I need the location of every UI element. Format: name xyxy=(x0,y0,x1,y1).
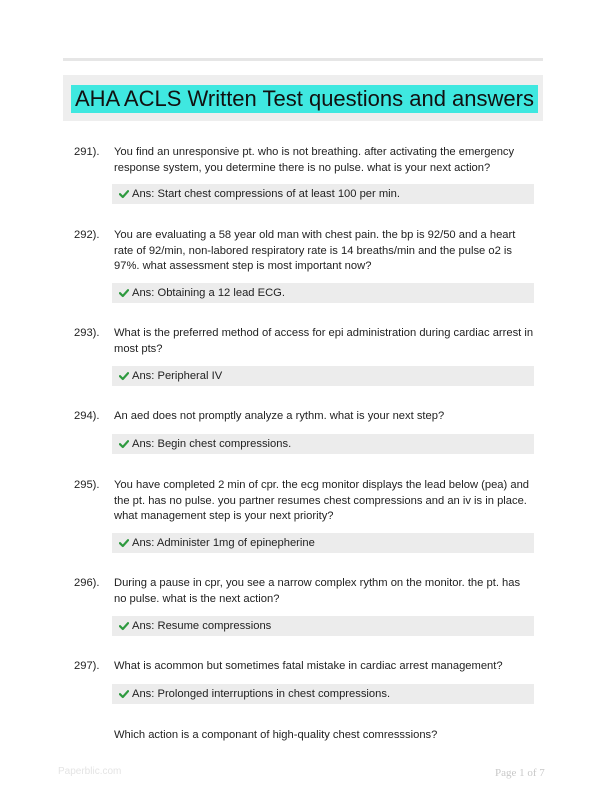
check-icon xyxy=(119,538,129,548)
question-number: 295). xyxy=(74,479,100,491)
answer-box xyxy=(112,366,534,386)
answer-text: Ans: Peripheral IV xyxy=(132,370,223,382)
page-title: AHA ACLS Written Test questions and answers xyxy=(71,85,538,113)
check-icon xyxy=(119,439,129,449)
answer-text: Ans: Prolonged interruptions in chest compressions. xyxy=(132,688,391,700)
answer-text: Ans: Administer 1mg of epinepherine xyxy=(132,537,315,549)
question-text: You find an unresponsive pt. who is not breathing. after activating the emergency response system, you determine there is no pulse. what is your next action? xyxy=(114,146,515,174)
top-divider xyxy=(63,58,543,61)
answer-text: Ans: Obtaining a 12 lead ECG. xyxy=(132,287,285,299)
answer-box xyxy=(112,184,534,204)
question-text: During a pause in cpr, you see a narrow complex rythm on the monitor. the pt. has no pulse. what is the next action? xyxy=(114,577,521,605)
check-icon xyxy=(119,621,129,631)
answer-box xyxy=(112,684,534,704)
question-text: Which action is a componant of high-quality chest comresssions? xyxy=(114,729,438,741)
answer-box xyxy=(112,616,534,636)
question-text: An aed does not promptly analyze a rythm. what is your next step? xyxy=(114,410,445,422)
question-number: 291). xyxy=(74,146,100,158)
check-icon xyxy=(119,288,129,298)
page-indicator: Page 1 of 7 xyxy=(495,767,545,779)
question-number: 292). xyxy=(74,229,100,241)
answer-box xyxy=(112,533,534,553)
answer-text: Ans: Start chest compressions of at least 100 per min. xyxy=(132,188,401,200)
question-number: 296). xyxy=(74,577,100,589)
answer-text: Ans: Begin chest compressions. xyxy=(132,438,292,450)
answer-box xyxy=(112,434,534,454)
check-icon xyxy=(119,189,129,199)
question-text: What is acommon but sometimes fatal mistake in cardiac arrest management? xyxy=(114,660,503,672)
question-text: You are evaluating a 58 year old man with chest pain. the bp is 92/50 and a heart rate of 92/min, non-labored respiratory rate is 14 breaths/min and the pulse o2 is 97%. what assessment step is most important now? xyxy=(114,229,516,272)
answer-text: Ans: Resume compressions xyxy=(132,620,272,632)
question-number: 294). xyxy=(74,410,100,422)
question-number: 297). xyxy=(74,660,100,672)
answer-box xyxy=(112,283,534,303)
footer-watermark: Paperblic.com xyxy=(58,766,122,777)
check-icon xyxy=(119,689,129,699)
question-text: You have completed 2 min of cpr. the ecg monitor displays the lead below (pea) and the pt. has no pulse. you partner resumes chest compressions and an iv is in place. what management step is your next priority? xyxy=(114,479,530,522)
title-banner xyxy=(63,75,543,121)
question-number: 293). xyxy=(74,327,100,339)
question-text: What is the preferred method of access for epi administration during cardiac arrest in most pts? xyxy=(114,327,534,355)
check-icon xyxy=(119,371,129,381)
